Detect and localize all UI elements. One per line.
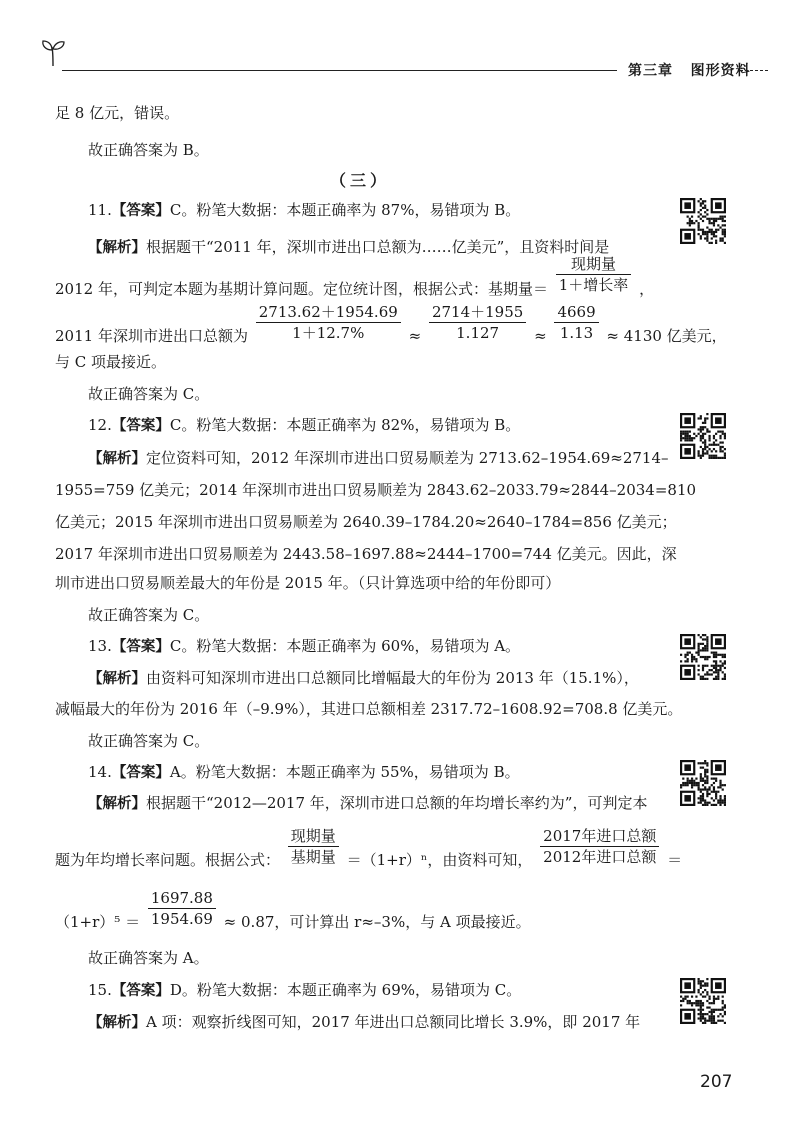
header-rule: [62, 70, 617, 71]
page-number: 207: [700, 1072, 733, 1092]
text-line: 故正确答案为 B。: [88, 141, 209, 159]
text-line: 亿美元；2015 年深圳市进出口贸易顺差为 2640.39–1784.20≈2640–1784=856 亿美元；: [55, 513, 677, 531]
text-line: 故正确答案为 C。: [88, 606, 210, 624]
q13-answer: 13.【答案】C。粉笔大数据：本题正确率为 60%，易错项为 A。: [88, 637, 521, 655]
q12-answer: 12.【答案】C。粉笔大数据：本题正确率为 82%，易错项为 B。: [88, 416, 521, 434]
text-line: 2012 年，可判定本题为基期计算问题。定位统计图，根据公式：基期量＝ $\frac{\text{现期量}}{\text{1＋增长率}}$ ，: [55, 255, 655, 298]
text-line: 故正确答案为 C。: [88, 385, 210, 403]
text-line: 足 8 亿元，错误。: [55, 104, 180, 122]
formula-fraction: $\frac{\text{2017年进口总额}}{\text{2012年进口总额}}$: [540, 826, 659, 867]
qr-code-icon[interactable]: [680, 760, 726, 806]
text-line: 圳市进出口贸易顺差最大的年份是 2015 年。（只计算选项中给的年份即可）: [55, 574, 561, 592]
q15-answer: 15.【答案】D。粉笔大数据：本题正确率为 69%，易错项为 C。: [88, 981, 522, 999]
header-rule-dashed: [740, 70, 768, 71]
qr-code-icon[interactable]: [680, 198, 726, 244]
chapter-title: 第三章 图形资料: [628, 63, 751, 79]
q12-analysis: 【解析】定位资料可知，2012 年深圳市进出口贸易顺差为 2713.62–1954.69≈2714–: [88, 449, 669, 467]
formula-fraction: $\frac{2714+1955}{1.127}$: [429, 302, 526, 343]
q11-answer: 11.【答案】C。粉笔大数据：本题正确率为 87%，易错项为 B。: [88, 201, 521, 219]
q15-analysis: 【解析】A 项：观察折线图可知，2017 年进出口总额同比增长 3.9%，即 2017 年: [88, 1013, 641, 1031]
text-line: 2017 年深圳市进出口贸易顺差为 2443.58–1697.88≈2444–1700=744 亿美元。因此，深: [55, 545, 677, 563]
text-line: 故正确答案为 A。: [88, 949, 209, 967]
text-line: 1955=759 亿美元；2014 年深圳市进出口贸易顺差为 2843.62–2033.79≈2844–2034=810: [55, 481, 697, 499]
text-line: （1+r）⁵ ＝ $\frac{1697.88}{1954.69}$ ≈ 0.87，可计算出 r≈–3%，与 A 项最接近。: [55, 889, 531, 931]
qr-code-icon[interactable]: [680, 413, 726, 459]
text-line: 题为年均增长率问题。根据公式： $\frac{\text{现期量}}{\text{基期量}}$ ＝（1+r）ⁿ，由资料可知， $\frac{\text{2017年进口总额}}{\text{2012年进口总额}}$ ＝: [55, 827, 683, 869]
formula-fraction: $\frac{1697.88}{1954.69}$: [148, 888, 216, 929]
formula-fraction: $\frac{4669}{1.13}$: [554, 302, 598, 343]
formula-fraction: $\frac{\text{现期量}}{\text{基期量}}$: [288, 826, 339, 867]
q11-analysis: 【解析】根据题干“2011 年，深圳市进出口总额为……亿美元”，且资料时间是: [88, 238, 610, 256]
page-header: [40, 38, 768, 78]
formula-fraction: $\frac{2713.62+1954.69}{1+12.7\%}$: [256, 302, 401, 343]
formula-base: $\frac{\text{现期量}}{\text{1＋增长率}}$: [556, 254, 632, 295]
text-line: 故正确答案为 C。: [88, 732, 210, 750]
leaf-icon: [40, 38, 66, 68]
qr-code-icon[interactable]: [680, 634, 726, 680]
section-title: （三）: [330, 171, 391, 190]
text-line: 减幅最大的年份为 2016 年（–9.9%），其进口总额相差 2317.72–1608.92=708.8 亿美元。: [55, 700, 683, 718]
q14-analysis: 【解析】根据题干“2012—2017 年，深圳市进口总额的年均增长率约为”，可判定本: [88, 794, 648, 812]
q14-answer: 14.【答案】A。粉笔大数据：本题正确率为 55%，易错项为 B。: [88, 763, 520, 781]
text-line: 2011 年深圳市进出口总额为 $\frac{2713.62+1954.69}{1+12.7\%}$ ≈ $\frac{2714+1955}{1.127}$ ≈ $\frac{4669}{1.13}$ ≈ 4130 亿美元，: [55, 303, 727, 345]
q13-analysis: 【解析】由资料可知深圳市进出口总额同比增幅最大的年份为 2013 年（15.1%），: [88, 669, 639, 687]
text-line: 与 C 项最接近。: [55, 353, 167, 371]
qr-code-icon[interactable]: [680, 978, 726, 1024]
